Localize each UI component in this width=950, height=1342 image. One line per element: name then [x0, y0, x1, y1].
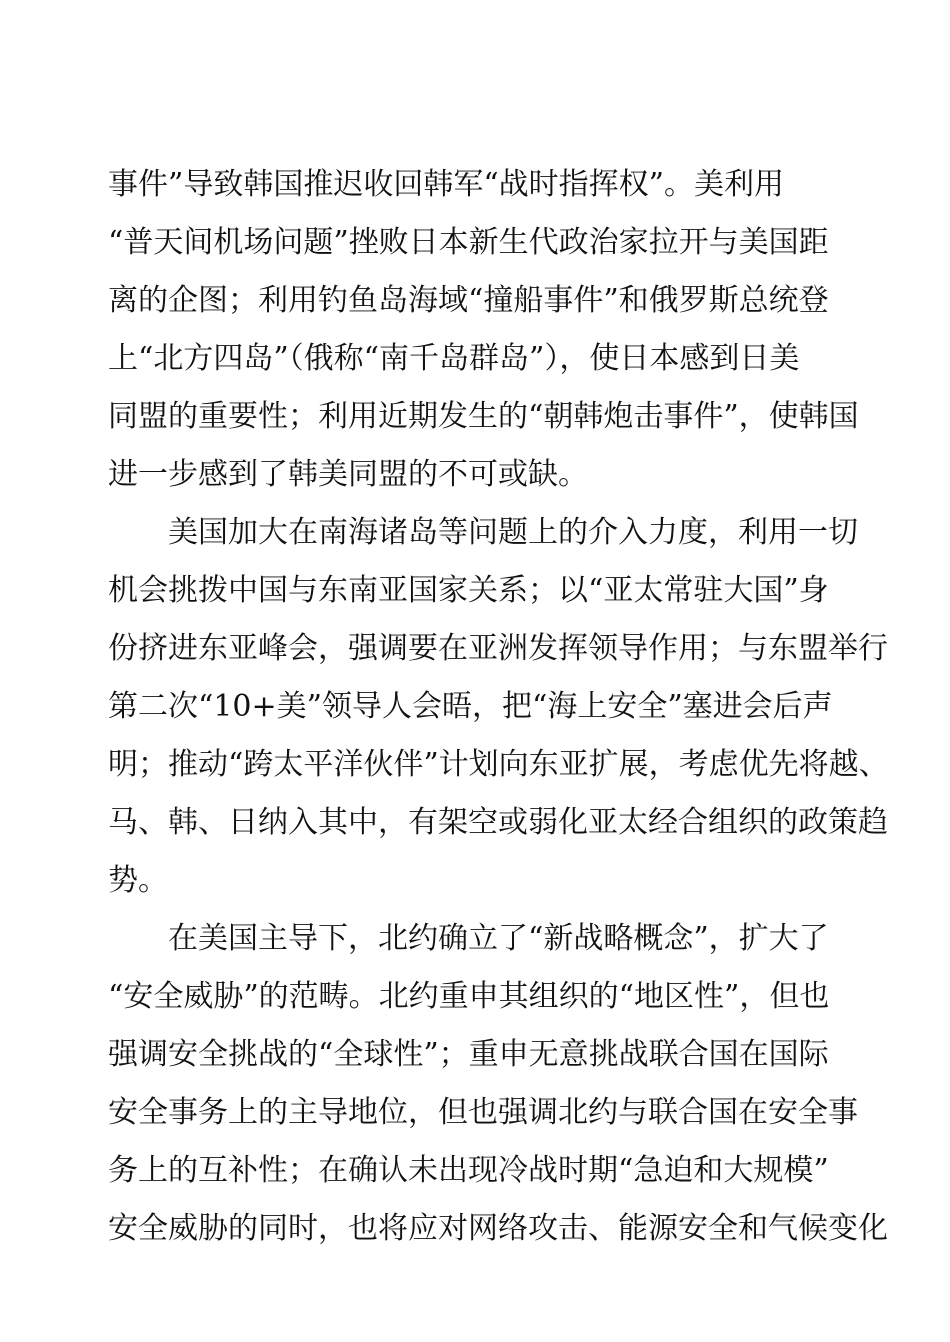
text-line: 明；推动“跨太平洋伙伴”计划向东亚扩展，考虑优先将越、 — [108, 747, 889, 782]
text-line: 务上的互补性；在确认未出现冷战时期“急迫和大规模” — [108, 1153, 829, 1188]
paragraph-first-line: 在美国主导下，北约确立了“新战略概念”，扩大了 — [168, 921, 829, 956]
text-line: 第二次“10+美”领导人会晤，把“海上安全”塞进会后声 — [108, 689, 833, 724]
text-line: 份挤进东亚峰会，强调要在亚洲发挥领导作用；与东盟举行 — [108, 631, 888, 666]
text-line: 强调安全挑战的“全球性”；重申无意挑战联合国在国际 — [108, 1037, 829, 1072]
text-line: 上“北方四岛”（俄称“南千岛群岛”），使日本感到日美 — [108, 341, 800, 376]
text-line: 离的企图；利用钓鱼岛海域“撞船事件”和俄罗斯总统登 — [108, 283, 829, 318]
text-line: “普天间机场问题”挫败日本新生代政治家拉开与美国距 — [108, 225, 829, 260]
text-line: 事件”导致韩国推迟收回韩军“战时指挥权”。美利用 — [108, 167, 785, 202]
text-line: “安全威胁”的范畴。北约重申其组织的“地区性”，但也 — [108, 979, 830, 1014]
text-line: 同盟的重要性；利用近期发生的“朝韩炮击事件”，使韩国 — [108, 399, 859, 434]
paragraph-first-line: 美国加大在南海诸岛等问题上的介入力度，利用一切 — [168, 515, 858, 550]
text-line: 进一步感到了韩美同盟的不可或缺。 — [108, 457, 588, 492]
text-line: 马、韩、日纳入其中，有架空或弱化亚太经合组织的政策趋 — [108, 805, 888, 840]
text-line: 机会挑拨中国与东南亚国家关系；以“亚太常驻大国”身 — [108, 573, 829, 608]
text-line: 安全事务上的主导地位，但也强调北约与联合国在安全事 — [108, 1095, 858, 1130]
text-line: 势。 — [108, 863, 168, 898]
text-line: 安全威胁的同时，也将应对网络攻击、能源安全和气候变化 — [108, 1211, 888, 1246]
